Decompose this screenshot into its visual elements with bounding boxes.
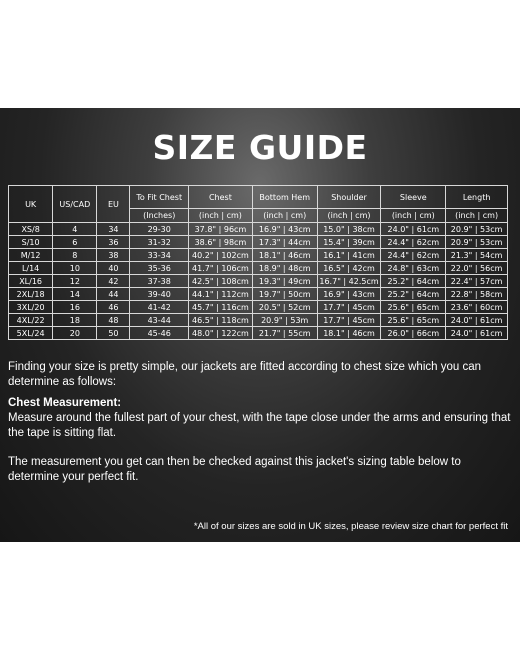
header-eu: EU: [97, 186, 130, 223]
table-cell: 15.0" | 38cm: [317, 223, 381, 236]
table-cell: 5XL/24: [9, 327, 53, 340]
table-cell: 25.6" | 65cm: [381, 301, 446, 314]
table-cell: 18: [53, 314, 97, 327]
check-text: The measurement you get can then be checked against this jacket's sizing table below to determine your perfect fit.: [8, 456, 461, 483]
header-to-fit-chest: To Fit Chest: [130, 186, 189, 209]
table-cell: 16.9" | 43cm: [252, 223, 317, 236]
table-row: [9, 301, 508, 314]
subheader-length: (inch | cm): [446, 209, 508, 223]
table-cell: 39-40: [130, 288, 189, 301]
table-row: [9, 236, 508, 249]
table-cell: 24.0" | 61cm: [446, 327, 508, 340]
table-cell: 50: [97, 327, 130, 340]
table-cell: 41.7" | 106cm: [189, 262, 253, 275]
table-cell: 3XL/20: [9, 301, 53, 314]
table-cell: 21.3" | 54cm: [446, 249, 508, 262]
table-cell: 15.4" | 39cm: [317, 236, 381, 249]
table-cell: 22.8" | 58cm: [446, 288, 508, 301]
subheader-sleeve: (inch | cm): [381, 209, 446, 223]
table-cell: 20.9" | 53cm: [446, 223, 508, 236]
table-cell: XS/8: [9, 223, 53, 236]
table-cell: 43-44: [130, 314, 189, 327]
table-row: [9, 262, 508, 275]
header-bottom-hem: Bottom Hem: [252, 186, 317, 209]
header-uk: UK: [9, 186, 53, 223]
table-cell: M/12: [9, 249, 53, 262]
table-cell: 17.7" | 45cm: [317, 301, 381, 314]
table-cell: 16.9" | 43cm: [317, 288, 381, 301]
table-cell: 20.5" | 52cm: [252, 301, 317, 314]
table-row: [9, 288, 508, 301]
table-cell: 46: [97, 301, 130, 314]
page-title: SIZE GUIDE: [152, 128, 368, 167]
table-cell: 4: [53, 223, 97, 236]
footnote: *All of our sizes are sold in UK sizes, please review size chart for perfect fit: [193, 521, 508, 532]
table-cell: 20: [53, 327, 97, 340]
table-cell: 34: [97, 223, 130, 236]
chest-heading: Chest Measurement:: [8, 397, 122, 409]
table-cell: 18.9" | 48cm: [252, 262, 317, 275]
table-cell: 21.7" | 55cm: [252, 327, 317, 340]
table-cell: 25.2" | 64cm: [381, 288, 446, 301]
table-row: [9, 275, 508, 288]
table-cell: 44: [97, 288, 130, 301]
intro-text: Finding your size is pretty simple, our jackets are fitted according to chest size which you can determine as follows:: [8, 361, 481, 388]
table-cell: 22.4" | 57cm: [446, 275, 508, 288]
table-cell: 17.7" | 45cm: [317, 314, 381, 327]
table-cell: 35-36: [130, 262, 189, 275]
table-cell: 24.8" | 63cm: [381, 262, 446, 275]
table-cell: 16: [53, 301, 97, 314]
table-cell: 24.0" | 61cm: [446, 314, 508, 327]
table-cell: 45-46: [130, 327, 189, 340]
table-cell: 24.4" | 62cm: [381, 249, 446, 262]
table-cell: 24.0" | 61cm: [381, 223, 446, 236]
size-table: [8, 185, 508, 340]
table-cell: 18.1" | 46cm: [317, 327, 381, 340]
table-cell: 20.9" | 53m: [252, 314, 317, 327]
table-cell: 38: [97, 249, 130, 262]
table-cell: 25.6" | 65cm: [381, 314, 446, 327]
table-cell: 37.8" | 96cm: [189, 223, 253, 236]
table-cell: 6: [53, 236, 97, 249]
table-cell: 16.5" | 42cm: [317, 262, 381, 275]
table-cell: 42: [97, 275, 130, 288]
table-cell: 19.7" | 50cm: [252, 288, 317, 301]
subheader-shoulder: (inch | cm): [317, 209, 381, 223]
table-cell: S/10: [9, 236, 53, 249]
header-us-cad: US/CAD: [53, 186, 97, 223]
subheader-to-fit-chest: (Inches): [130, 209, 189, 223]
table-cell: 31-32: [130, 236, 189, 249]
header-shoulder: Shoulder: [317, 186, 381, 209]
table-cell: 12: [53, 275, 97, 288]
table-cell: XL/16: [9, 275, 53, 288]
table-cell: L/14: [9, 262, 53, 275]
table-cell: 44.1" | 112cm: [189, 288, 253, 301]
table-cell: 8: [53, 249, 97, 262]
table-cell: 38.6" | 98cm: [189, 236, 253, 249]
table-cell: 40: [97, 262, 130, 275]
table-cell: 26.0" | 66cm: [381, 327, 446, 340]
table-cell: 19.3" | 49cm: [252, 275, 317, 288]
table-cell: 46.5" | 118cm: [189, 314, 253, 327]
table-cell: 10: [53, 262, 97, 275]
table-cell: 17.3" | 44cm: [252, 236, 317, 249]
table-row: [9, 327, 508, 340]
table-row: [9, 314, 508, 327]
table-cell: 48.0" | 122cm: [189, 327, 253, 340]
table-cell: 25.2" | 64cm: [381, 275, 446, 288]
table-cell: 24.4" | 62cm: [381, 236, 446, 249]
table-cell: 40.2" | 102cm: [189, 249, 253, 262]
table-cell: 14: [53, 288, 97, 301]
table-cell: 23.6" | 60cm: [446, 301, 508, 314]
table-cell: 45.7" | 116cm: [189, 301, 253, 314]
table-cell: 37-38: [130, 275, 189, 288]
table-row: [9, 223, 508, 236]
table-cell: 36: [97, 236, 130, 249]
subheader-chest: (inch | cm): [189, 209, 253, 223]
size-table-body: [9, 223, 508, 340]
header-length: Length: [446, 186, 508, 209]
header-chest: Chest: [189, 186, 253, 209]
table-cell: 22.0" | 56cm: [446, 262, 508, 275]
table-cell: 16.7" | 42.5cm: [317, 275, 381, 288]
table-cell: 48: [97, 314, 130, 327]
table-cell: 33-34: [130, 249, 189, 262]
table-cell: 20.9" | 53cm: [446, 236, 508, 249]
table-cell: 4XL/22: [9, 314, 53, 327]
table-cell: 29-30: [130, 223, 189, 236]
header-sleeve: Sleeve: [381, 186, 446, 209]
table-cell: 42.5" | 108cm: [189, 275, 253, 288]
chest-instructions: Measure around the fullest part of your chest, with the tape close under the arms and ensuring that the tape is sitting flat.: [8, 412, 511, 439]
subheader-bottom-hem: (inch | cm): [252, 209, 317, 223]
table-cell: 18.1" | 46cm: [252, 249, 317, 262]
size-guide-panel: [0, 108, 520, 542]
table-cell: 16.1" | 41cm: [317, 249, 381, 262]
table-row: [9, 249, 508, 262]
table-cell: 41-42: [130, 301, 189, 314]
table-cell: 2XL/18: [9, 288, 53, 301]
